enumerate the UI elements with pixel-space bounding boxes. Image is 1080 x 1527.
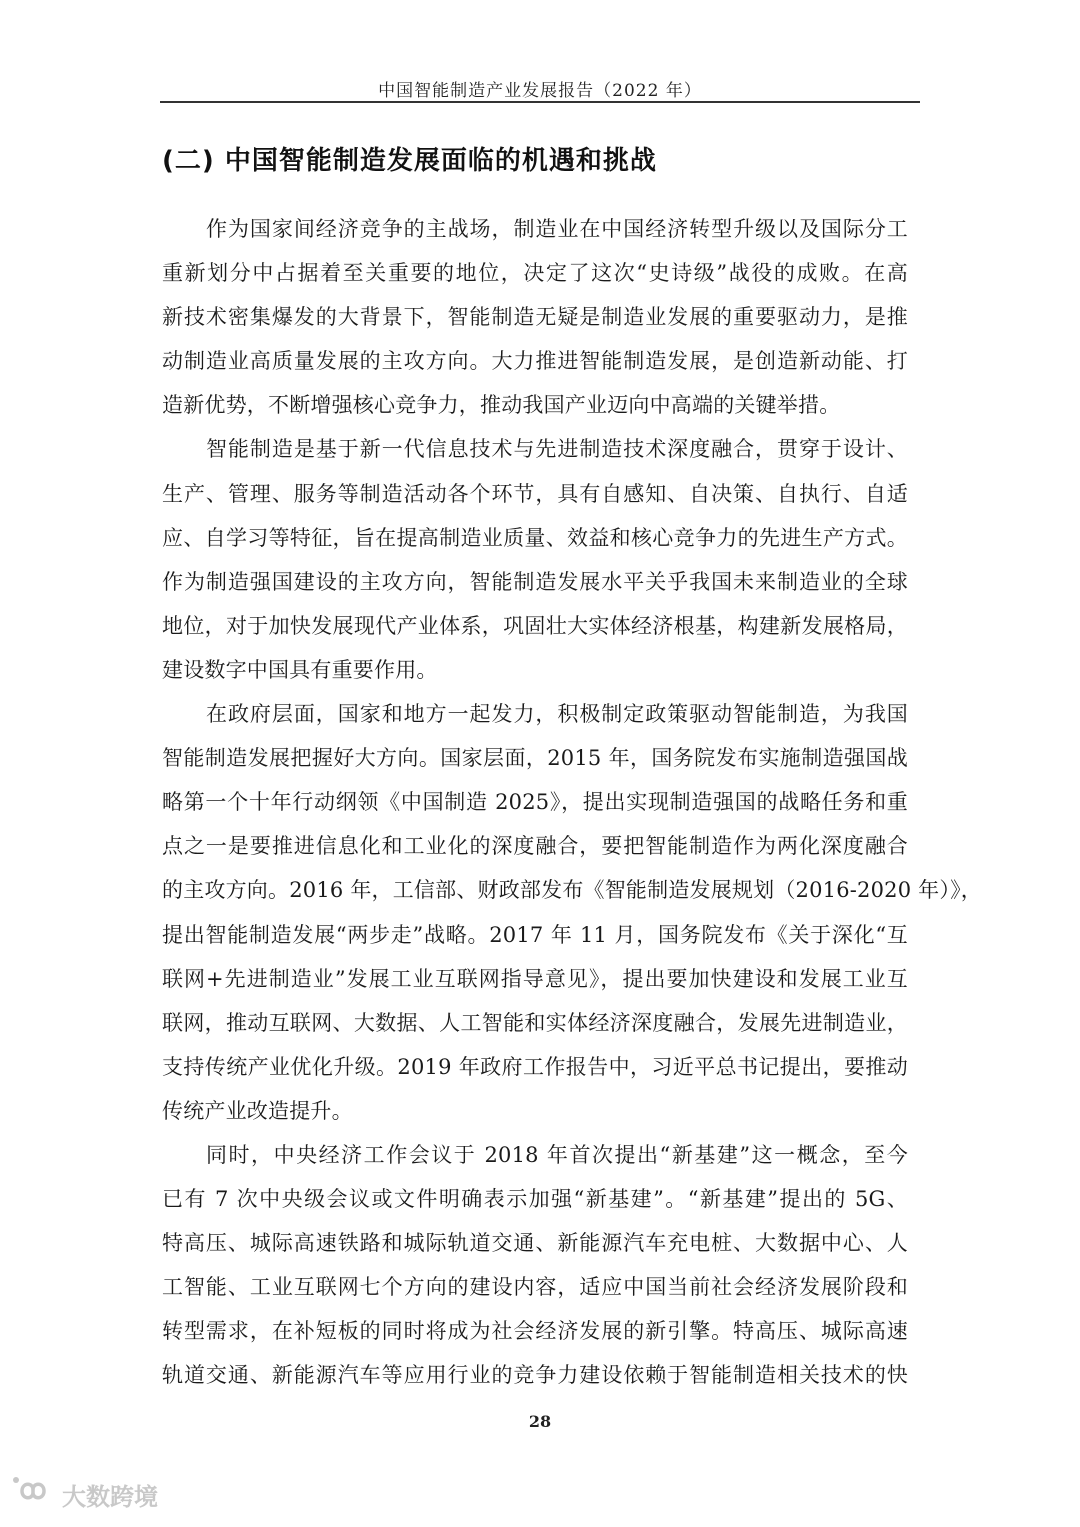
text-line: 同时，中央经济工作会议于 2018 年首次提出“新基建”这一概念，至今: [206, 1142, 908, 1167]
text-line: 转型需求，在补短板的同时将成为社会经济发展的新引擎。特高压、城际高速: [162, 1319, 908, 1344]
text-line: 智能制造发展把握好大方向。国家层面，2015 年，国务院发布实施制造强国战: [162, 746, 908, 771]
text-line: 提出智能制造发展“两步走”战略。2017 年 11 月，国务院发布《关于深化“互: [162, 922, 908, 947]
text-line: 联网，推动互联网、大数据、人工智能和实体经济深度融合，发展先进制造业，: [162, 1010, 908, 1035]
text-line: 造新优势，不断增强核心竞争力，推动我国产业迈向中高端的关键举措。: [162, 393, 841, 418]
text-line: 动制造业高质量发展的主攻方向。大力推进智能制造发展，是创造新动能、打: [162, 349, 908, 374]
text-line: 点之一是要推进信息化和工业化的深度融合，要把智能制造作为两化深度融合: [162, 834, 908, 859]
text-line: 智能制造是基于新一代信息技术与先进制造技术深度融合，贯穿于设计、: [206, 437, 908, 462]
text-line: 生产、管理、服务等制造活动各个环节，具有自感知、自决策、自执行、自适: [162, 481, 908, 506]
text-line: 地位，对于加快发展现代产业体系，巩固壮大实体经济根基，构建新发展格局，: [162, 613, 908, 638]
text-line: 传统产业改造提升。: [162, 1098, 353, 1123]
text-line: 已有 7 次中央级会议或文件明确表示加强“新基建”。“新基建”提出的 5G、: [162, 1187, 908, 1212]
running-header: 中国智能制造产业发展报告（2022 年）: [378, 81, 702, 101]
text-line: 联网+先进制造业”发展工业互联网指导意见》，提出要加快建设和发展工业互: [162, 966, 908, 991]
body-text: [162, 207, 982, 1398]
text-line: 轨道交通、新能源汽车等应用行业的竞争力建设依赖于智能制造相关技术的快: [162, 1363, 908, 1388]
page-number: 28: [528, 1412, 552, 1431]
text-line: 支持传统产业优化升级。2019 年政府工作报告中，习近平总书记提出，要推动: [162, 1054, 908, 1079]
text-line: 工智能、工业互联网七个方向的建设内容，适应中国当前社会经济发展阶段和: [162, 1275, 908, 1300]
text-line: 新技术密集爆发的大背景下，智能制造无疑是制造业发展的重要驱动力，是推: [162, 305, 908, 330]
text-line: 在政府层面，国家和地方一起发力，积极制定政策驱动智能制造，为我国: [206, 702, 908, 727]
text-line: 略第一个十年行动纲领《中国制造 2025》，提出实现制造强国的战略任务和重: [162, 790, 908, 815]
infinity-logo-icon: [10, 1472, 56, 1516]
text-line: 作为国家间经济竞争的主战场，制造业在中国经济转型升级以及国际分工: [206, 217, 908, 241]
text-line: 建设数字中国具有重要作用。: [162, 657, 438, 682]
header-divider: [160, 101, 920, 103]
watermark-text: 大数跨境: [62, 1482, 158, 1511]
section-title: (二) 中国智能制造发展面临的机遇和挑战: [162, 146, 657, 176]
text-line: 应、自学习等特征，旨在提高制造业质量、效益和核心竞争力的先进生产方式。: [162, 525, 908, 550]
watermark: [10, 1472, 158, 1516]
text-line: 重新划分中占据着至关重要的地位，决定了这次“史诗级”战役的成败。在高: [162, 261, 908, 286]
text-line: 特高压、城际高速铁路和城际轨道交通、新能源汽车充电桩、大数据中心、人: [162, 1231, 908, 1256]
text-line: 作为制造强国建设的主攻方向，智能制造发展水平关乎我国未来制造业的全球: [162, 569, 908, 594]
text-line: 的主攻方向。2016 年，工信部、财政部发布《智能制造发展规划（2016-2020 年）》，: [162, 878, 982, 903]
